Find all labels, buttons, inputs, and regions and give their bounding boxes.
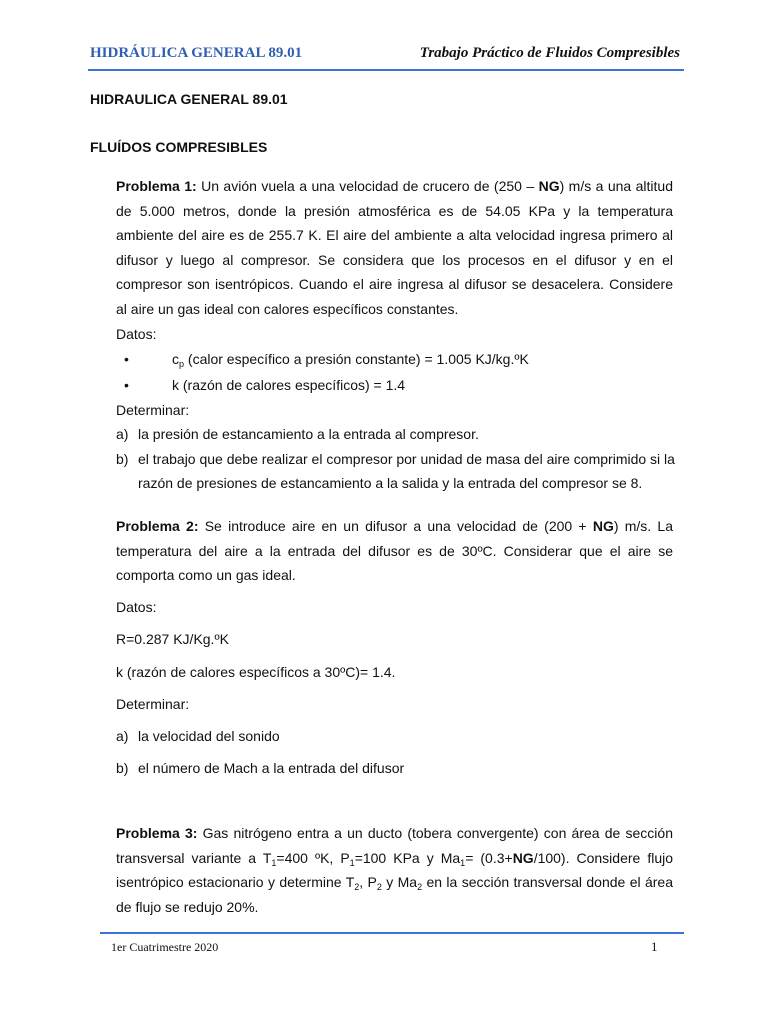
page-number: 1 (651, 939, 658, 954)
subscript: 2 (354, 882, 360, 892)
problem-3-text: en la sección transversal donde el área de flujo se redujo 20%. (116, 874, 673, 915)
cp-symbol: c (172, 351, 179, 367)
problem-2-label: Problema 2: (116, 518, 199, 534)
problem-3-text: /100). Considere flujo isentrópico estacionario y determine T (116, 849, 674, 890)
item-b-label: b) (116, 451, 129, 467)
header-doc-title: Trabajo Práctico de Fluidos Compresibles (419, 45, 680, 61)
subscript: 1 (460, 857, 466, 868)
footer-term: 1er Cuatrimestre 2020 (111, 940, 219, 954)
problem-1-text-b: ) m/s a una altitud de 5.000 metros, donde la presión atmosférica es de 54.05 KPa y la temperatura ambiente del aire es de 255.7 K. El aire del ambiente a alta velocidad ingresa primero al difusor y luego al compresor. Se considera que los procesos en el difusor y en el compresor son isentrópicos. Cuando el aire ingresa al difusor se desacelera. Considere al aire un gas ideal con calores específicos constantes. (116, 178, 674, 317)
problem-1-determinar: Determinar: (116, 402, 190, 418)
problem-3-text: =100 KPa y Ma (354, 849, 461, 866)
problem-2-text-b: ) m/s. La temperatura del aire a la entrada del difusor es de 30ºC. Considerar que el aire se comporta como un gas ideal. (116, 518, 673, 583)
bullet-icon: • (124, 377, 129, 393)
problem-2-gas-constant: R=0.287 KJ/Kg.ºK (116, 631, 229, 647)
item-a-text: la presión de estancamiento a la entrada al compresor. (138, 426, 479, 442)
problem-2-datos: Datos: (116, 599, 157, 615)
page-header (88, 44, 682, 70)
item-b-text: el número de Mach a la entrada del difusor (138, 760, 405, 776)
problem-1-ng: NG (538, 178, 560, 194)
section-title: FLUÍDOS COMPRESIBLES (90, 139, 268, 155)
bullet-1-text (172, 347, 529, 371)
document-title: HIDRAULICA GENERAL 89.01 (90, 91, 288, 107)
header-divider (88, 69, 684, 71)
problem-1-label: Problema 1: (116, 178, 197, 194)
problem-2-ng: NG (592, 518, 614, 534)
problem-3-text: = (0.3+ (465, 849, 513, 866)
subscript: 2 (417, 882, 423, 892)
problem-1-text-a: Un avión vuela a una velocidad de crucero de (250 – (196, 178, 539, 194)
subscript: 1 (271, 857, 277, 868)
problem-2-statement (116, 514, 673, 588)
bullet-2-text: k (razón de calores específicos) = 1.4 (172, 377, 406, 393)
item-b-text-line-2: razón de presiones de estancamiento a la salida y la entrada del compresor se 8. (138, 475, 643, 491)
cp-description: (calor específico a presión constante) = 1.005 KJ/kg.ºK (184, 351, 529, 367)
problem-3-statement (116, 821, 673, 919)
footer-divider (100, 932, 684, 934)
item-a-label: a) (116, 426, 129, 442)
item-a-text: la velocidad del sonido (138, 728, 280, 744)
problem-2-determinar: Determinar: (116, 696, 190, 712)
problem-3-text: Gas nitrógeno entra a un ducto (tobera convergente) con área de sección transversal variante a T (116, 825, 673, 866)
problem-3-text: y Ma (381, 874, 418, 890)
problem-3-text: , P (359, 874, 377, 890)
item-a-label: a) (116, 728, 129, 744)
problem-1-statement (116, 174, 673, 321)
item-b-text-line-1: el trabajo que debe realizar el compresor por unidad de masa del aire comprimido si la (138, 451, 675, 467)
problem-3-label: Problema 3: (116, 825, 198, 841)
problem-2-text-a: Se introduce aire en un difusor a una velocidad de (200 + (198, 518, 593, 534)
problem-3-ng: NG (512, 849, 534, 866)
subscript: 1 (349, 857, 355, 868)
cp-subscript: p (179, 359, 185, 369)
problem-1-datos: Datos: (116, 326, 157, 342)
problem-3-text: =400 ºK, P (276, 849, 350, 866)
bullet-icon: • (124, 351, 129, 367)
item-b-label: b) (116, 760, 129, 776)
problem-2-heat-ratio: k (razón de calores específicos a 30ºC)= 1.4. (116, 664, 396, 680)
header-course-title: HIDRÁULICA GENERAL 89.01 (90, 45, 303, 61)
subscript: 2 (376, 882, 382, 892)
